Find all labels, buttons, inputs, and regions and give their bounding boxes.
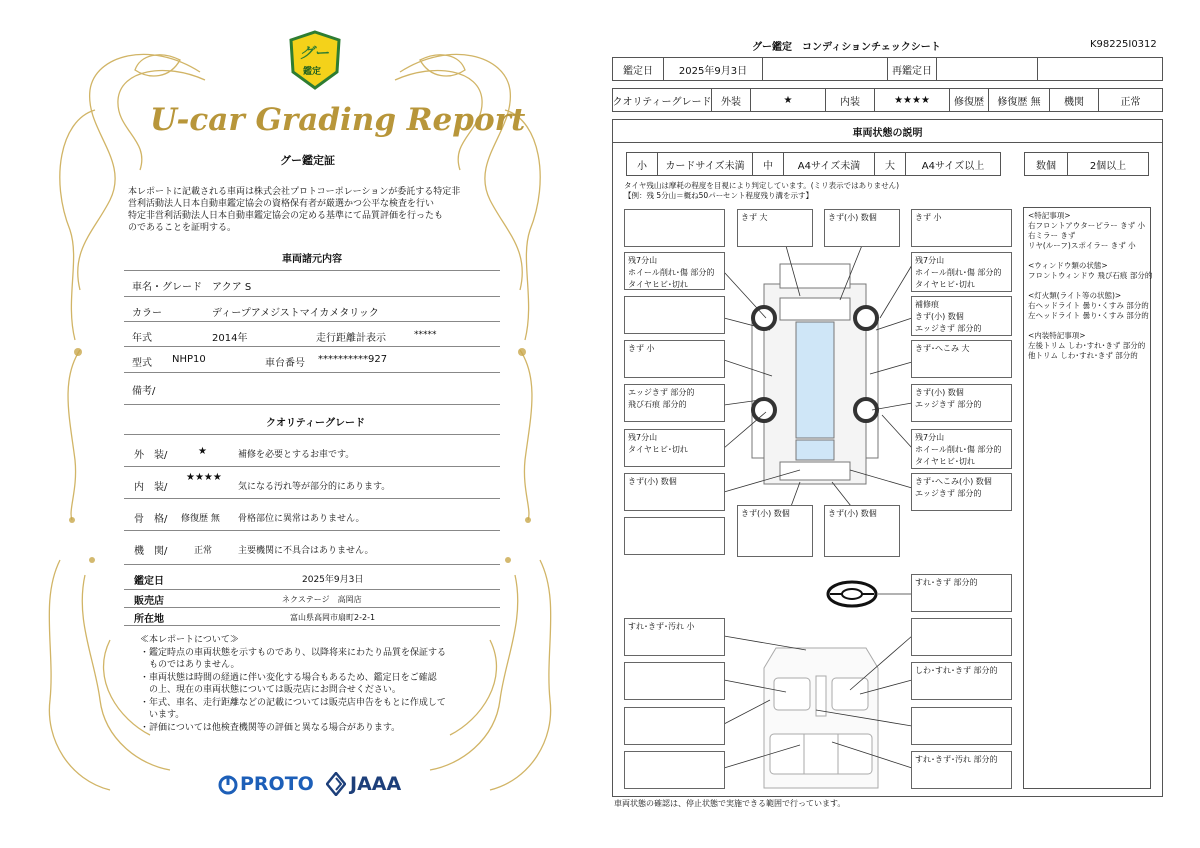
int-note-left-2 <box>624 662 725 700</box>
date-value: 2025年9月3日 <box>302 575 364 585</box>
proto-logo <box>218 772 318 798</box>
int-label: 内装 <box>825 88 875 112</box>
mileage-label: 走行距離計表示 <box>316 333 386 344</box>
condition-sheet <box>600 0 1200 848</box>
count-label: 数個 <box>1024 152 1068 176</box>
ext-note-top-3: きず 小 <box>911 209 1012 247</box>
tire-note-1: タイヤ残山は摩耗の程度を目視により判定しています。(ミリ表示ではありません) <box>624 181 900 190</box>
chassis-value: **********927 <box>318 354 388 365</box>
name-value: アクア S <box>212 282 252 293</box>
addr-value: 富山県高岡市扇町2-2-1 <box>290 613 376 622</box>
int-note-left-3 <box>624 707 725 745</box>
ext-note-left-3: きず 小 <box>624 340 725 378</box>
spec-title: 車両諸元内容 <box>282 254 342 265</box>
color-value: ディープアメジストマイカメタリック <box>212 308 379 319</box>
ext-note-bottom-1: きず(小) 数個 <box>737 505 813 557</box>
sheet-footer: 車両状態の確認は、停止状態で実施できる範囲で行っています。 <box>614 799 846 808</box>
badge-sub: 鑑定 <box>303 67 322 77</box>
rep-value: 修復歴 無 <box>988 88 1050 112</box>
model-value: NHP10 <box>172 354 206 365</box>
ext-note-left-1: 残7分山 ホイール削れ･傷 部分的 タイヤヒビ･切れ <box>624 252 725 290</box>
count-desc: 2個以上 <box>1067 152 1149 176</box>
about-title: ≪本レポートについて≫ <box>140 635 239 645</box>
date-value: 2025年9月3日 <box>663 57 763 81</box>
int-note-right-1 <box>911 618 1012 656</box>
redate-label: 再鑑定日 <box>887 57 937 81</box>
ext-note-right-1: 残7分山 ホイール削れ･傷 部分的 タイヤヒビ･切れ <box>911 252 1012 292</box>
badge-text: グー <box>299 44 330 62</box>
certificate: グー 鑑定 U-car Grading Report グー鑑定証 本レポートに記載される車両は株式会社プロトコーポレーションが委託する特定非 営利活動法人日本自動車鑑定協会の資格保有者が厳選かつ公平な検査を行い 特定非営利活動法人日本自動車鑑定協会の定める基準にて品質評価を行ったも のであることを証明する。 車両諸元内容 車名・グレード アクア S カラー ディープアメジストマイカメタリック 年式 2014年 走行距離計表示 ***** 型式 NHP10 車台番号 **********927 備考/ クオリティーグレード 外 装/ ★ 補修を必要とするお車です。 内 装/ ★★★★ 気になる汚れ等が部分的にあります。 骨 格/ 修復歴 無 骨格部位に異常はありません。 機 関/ 正常 主要機関に不具合はありません。 鑑定日 2025年9月3日 販売店 ネクステージ 高岡店 所在地 富山県高岡市扇町2-2-1 ≪本レポートについて≫ ・鑑定時点の車両状態を示すものであり、以降将来にわたり品質を保証する ものではありません。 ・車両状態は時間の経過に伴い変化する場合もあるため、鑑定日をご確認 の上、現在の車両状態については販売店にお問合せください。 ・年式、車名、走行距離などの記載については販売店申告をもとに作成して います。 ・評価については他検査機関等の評価と異なる場合があります。 PROTO JAAA <box>0 0 600 848</box>
size-large: 大 <box>874 152 906 176</box>
mileage-value: ***** <box>414 330 437 340</box>
goo-badge-icon <box>287 30 343 90</box>
ext-value: ★ <box>750 88 826 112</box>
name-label: 車名・グレード <box>132 282 202 293</box>
model-label: 型式 <box>132 358 152 369</box>
ext-note-right-6: きず･へこみ(小) 数個 エッジきず 部分的 <box>911 473 1012 511</box>
int-note-left-1: すれ･きず･汚れ 小 <box>624 618 725 656</box>
addr-label: 所在地 <box>134 614 164 625</box>
ext-note-top-1: きず 大 <box>737 209 813 247</box>
int-note-right-3 <box>911 707 1012 745</box>
size-mid: 中 <box>752 152 784 176</box>
ext-note-right-4: きず(小) 数個 エッジきず 部分的 <box>911 384 1012 422</box>
color-label: カラー <box>132 308 162 319</box>
date-label: 鑑定日 <box>134 576 164 587</box>
size-small-desc: カードサイズ未満 <box>657 152 753 176</box>
size-mid-desc: A4サイズ未満 <box>783 152 875 176</box>
int-note-right-2: しわ･すれ･きず 部分的 <box>911 662 1012 700</box>
proto-text: PROTO <box>240 773 314 795</box>
shop-value: ネクステージ 高岡店 <box>282 595 362 604</box>
int-note-left-4 <box>624 751 725 789</box>
report-title: U-car Grading Report <box>150 102 526 138</box>
qg-label: クオリティーグレード <box>612 88 712 112</box>
sheet-title: グー鑑定 コンディションチェックシート <box>752 42 941 53</box>
year-label: 年式 <box>132 333 152 344</box>
jaaa-text: JAAA <box>350 773 402 795</box>
rep-label: 修復歴 <box>949 88 989 112</box>
ext-note-right-3: きず･へこみ 大 <box>911 340 1012 378</box>
jaaa-logo <box>326 772 406 798</box>
ext-note-left-5: 残7分山 タイヤヒビ･切れ <box>624 429 725 467</box>
date-label: 鑑定日 <box>612 57 664 81</box>
int-note-wheel: すれ･きず 部分的 <box>911 574 1012 612</box>
ext-note-bottom-2: きず(小) 数個 <box>824 505 900 557</box>
special-notes: <特記事項> 右フロントアウターピラー きず 小 右ミラー きず リヤ(ルーフ)スポイラー きず 小 <ウィンドウ類の状態> フロントウィンドウ 飛び石痕 部分的 <灯火類(ライト等の状態)> 右ヘッドライト 曇り･くすみ 部分的 左ヘッドライト 曇り･くすみ 部分的 <内装特記事項> 左後トリム しわ･すれ･きず 部分的 他トリム しわ･すれ･きず 部分的 <box>1023 207 1151 789</box>
int-note-right-4: すれ･きず･汚れ 部分的 <box>911 751 1012 789</box>
year-value: 2014年 <box>212 333 248 344</box>
eng-value: 正常 <box>1098 88 1163 112</box>
ext-note-left-4: エッジきず 部分的 飛び石痕 部分的 <box>624 384 725 422</box>
shop-label: 販売店 <box>134 596 164 607</box>
sheet-code: K98225I0312 <box>1090 39 1157 50</box>
remarks-label: 備考/ <box>132 386 156 397</box>
int-value: ★★★★ <box>874 88 950 112</box>
size-small: 小 <box>626 152 658 176</box>
ext-note-right-2: 補修痕 きず(小) 数個 エッジきず 部分的 <box>911 296 1012 336</box>
ext-label: 外装 <box>711 88 751 112</box>
chassis-label: 車台番号 <box>265 358 305 369</box>
cert-heading: グー鑑定証 <box>280 154 335 167</box>
eng-label: 機関 <box>1049 88 1099 112</box>
size-large-desc: A4サイズ以上 <box>905 152 1001 176</box>
ext-note-top-2: きず(小) 数個 <box>824 209 900 247</box>
quality-title: クオリティーグレード <box>266 418 365 429</box>
tire-note-2: 【例：残 5分山＝概ね50パーセント程度残り溝を示す】 <box>624 191 814 200</box>
ext-note-right-5: 残7分山 ホイール削れ･傷 部分的 タイヤヒビ･切れ <box>911 429 1012 469</box>
ext-note-left-6: きず(小) 数個 <box>624 473 725 511</box>
section-title: 車両状態の説明 <box>612 119 1163 143</box>
